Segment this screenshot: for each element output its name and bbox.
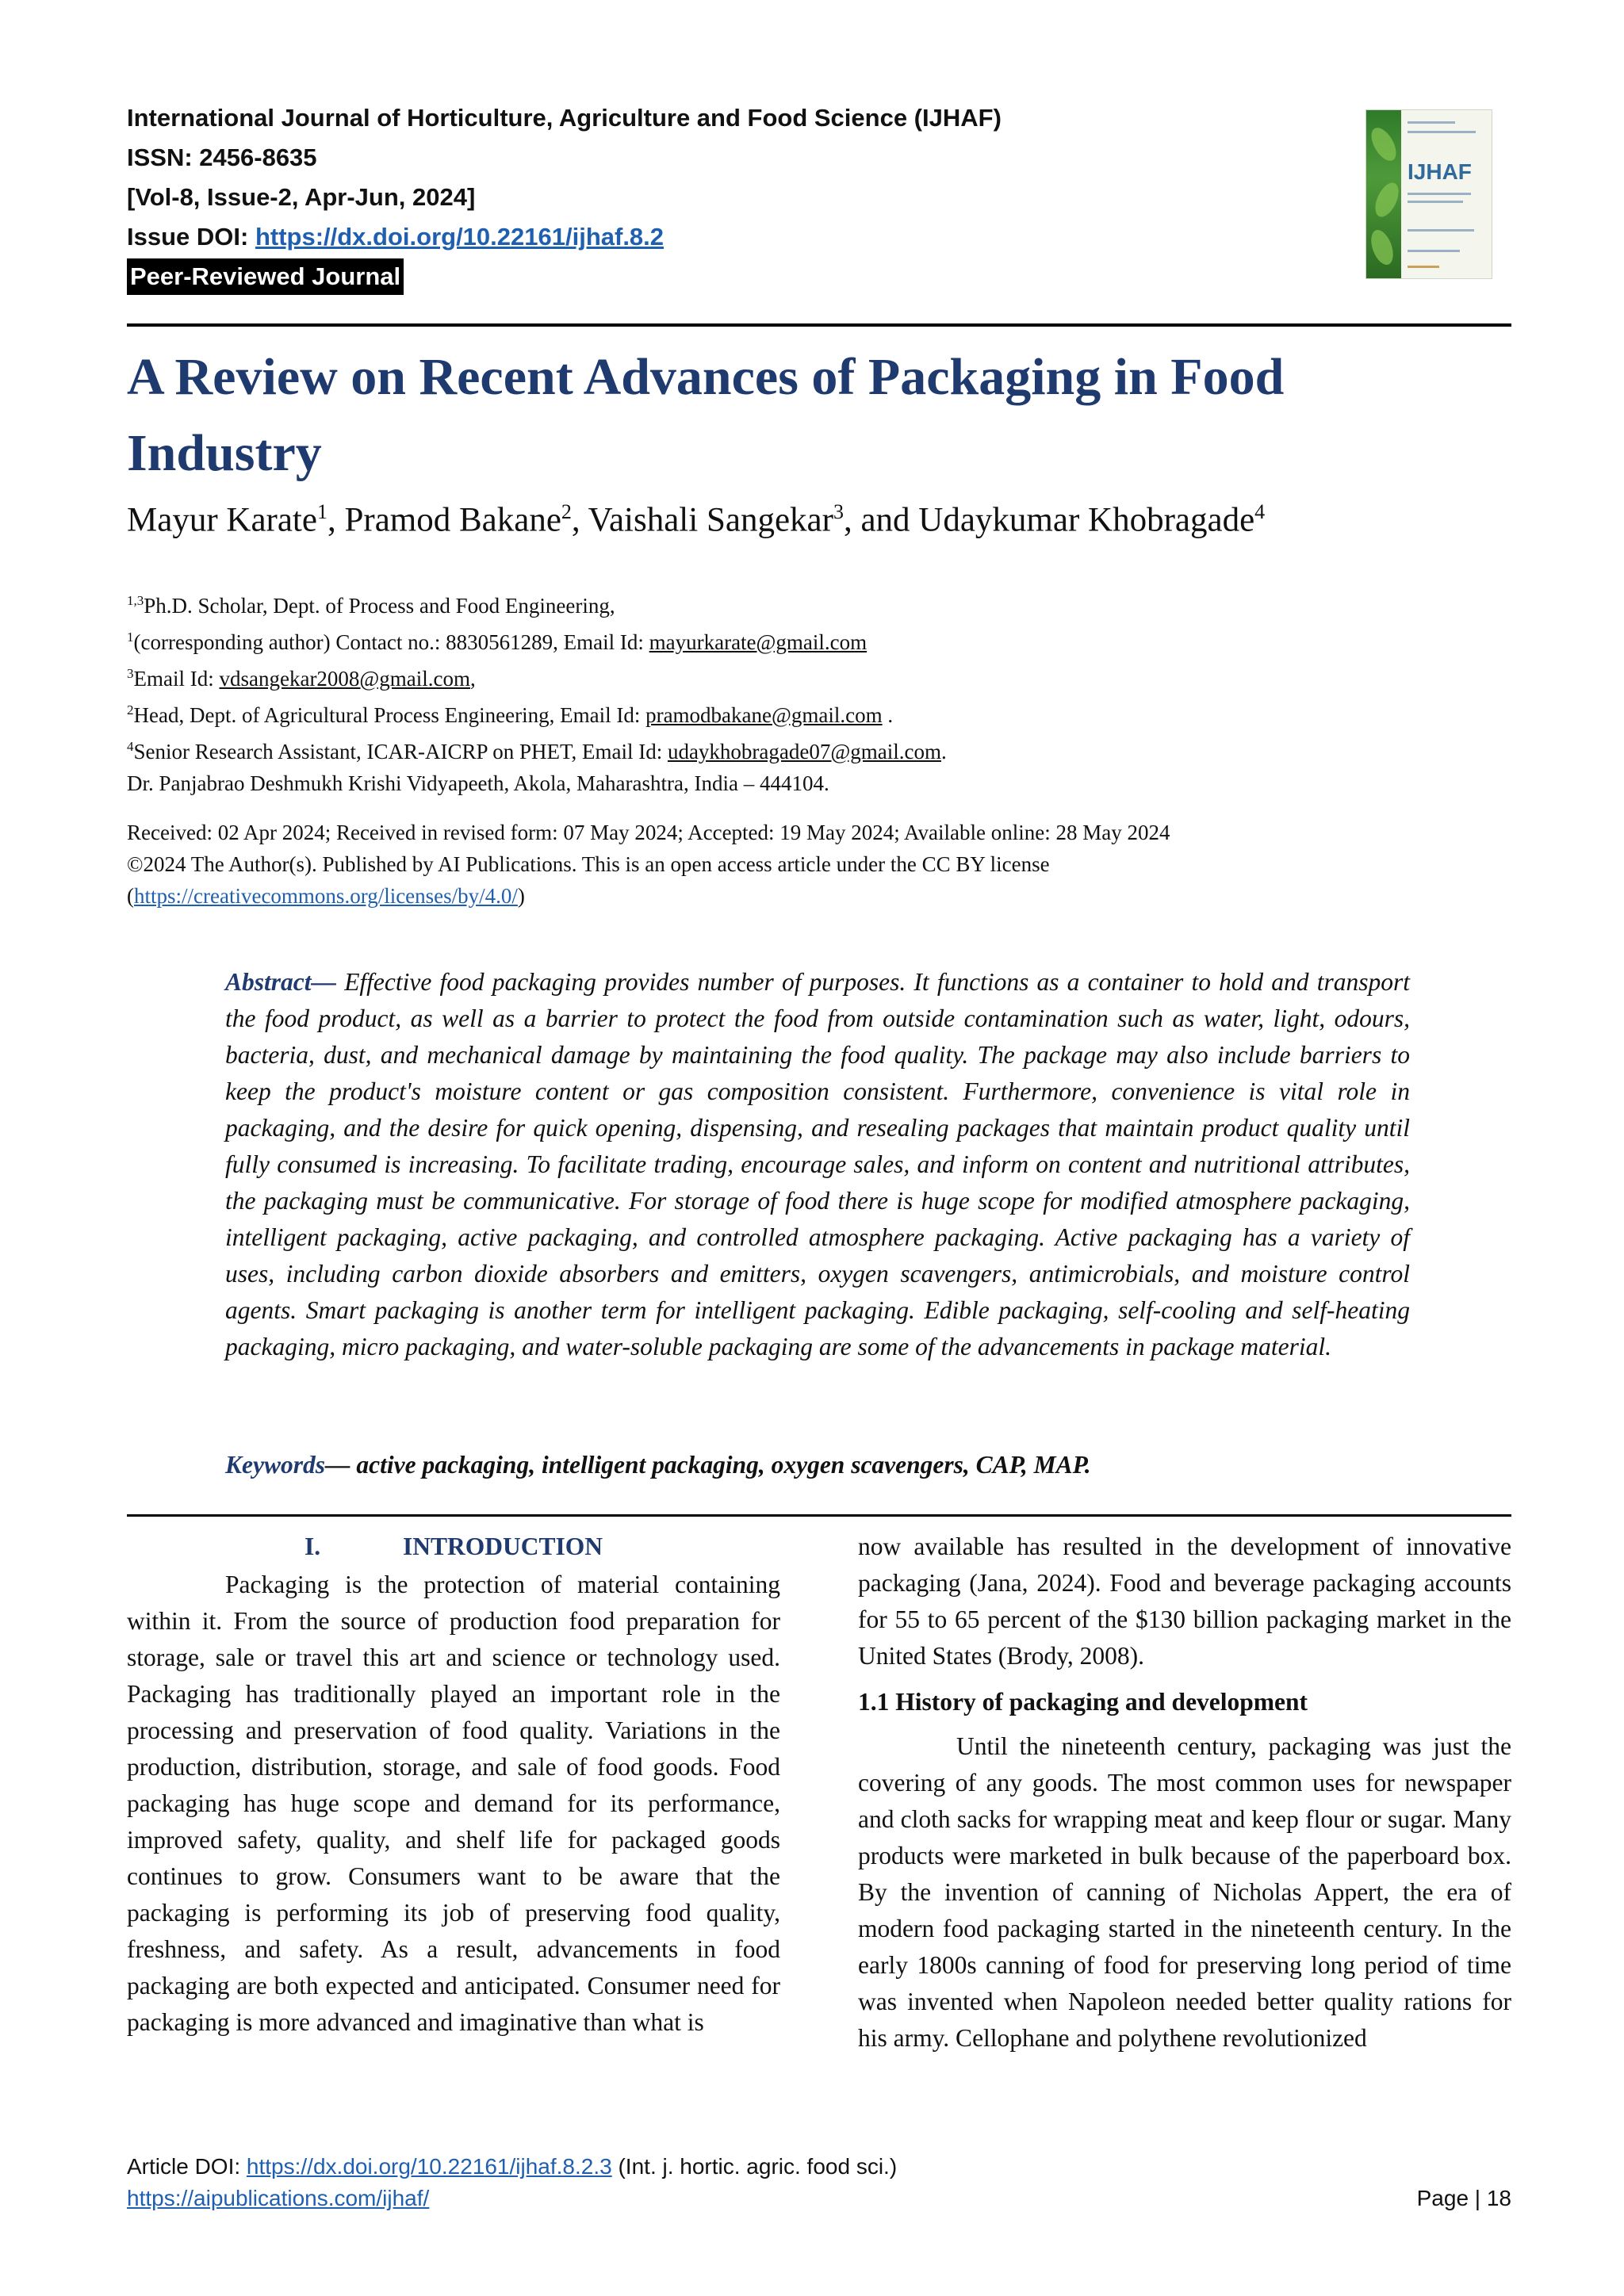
license-link[interactable]: https://creativecommons.org/licenses/by/4.0/ <box>134 884 518 908</box>
history-paragraph: Until the nineteenth century, packaging was just the covering of any goods. The most common uses for newspaper and cloth sacks for wrapping meat and keep flour or sugar. Many products were marketed in bulk because of the paperboard box. By the invention of canning of Nicholas Appert, the era of modern food packaging started in the nineteenth century. In the early 1800s canning of food for preserving long period of time was invented when Napoleon needed better quality rations for his army. Cellophane and polythene revolutionized <box>858 1732 1511 2052</box>
article-title: A Review on Recent Advances of Packaging in Food Industry <box>127 348 1285 482</box>
license-line <box>127 880 1491 912</box>
section-number: I. <box>304 1533 321 1560</box>
author-affiliation-marker: 1 <box>316 500 327 523</box>
subsection-heading: 1.1 History of packaging and development <box>858 1688 1308 1716</box>
affiliation-punct: . <box>882 703 894 727</box>
license-paren-close: ) <box>517 884 525 908</box>
cover-text-line <box>1408 266 1439 268</box>
author-name: Vaishali Sangekar <box>588 501 833 539</box>
author-name: Mayur Karate <box>127 501 317 539</box>
affiliation-marker: 2 <box>127 702 134 718</box>
journal-cover-image <box>1365 109 1492 279</box>
affiliation-marker: 1,3 <box>127 593 144 608</box>
abstract <box>225 964 1410 1365</box>
copyright-notice: ©2024 The Author(s). Published by AI Publications. This is an open access article under the CC BY license <box>127 852 1050 876</box>
intro-paragraph: Packaging is the protection of material containing within it. From the source of production food preparation for storage, sale or travel this art and science or technology used. Packaging has traditionally played an important role in the processing and preservation of food quality. Variations in the production, distribution, storage, and sale of food goods. Food packaging has huge scope and demand for its performance, improved safety, quality, and shelf life for packaged goods continues to grow. Consumers want to be aware that the packaging is performing its job of preserving food quality, freshness, and safety. As a result, advancements in food packaging are both expected and anticipated. Consumer need for packaging is more advanced and imaginative than what is <box>127 1571 780 2036</box>
cover-text-line <box>1408 121 1455 124</box>
email-link[interactable]: vdsangekar2008@gmail.com <box>219 667 471 691</box>
issue-doi-line <box>127 217 1364 257</box>
author-list <box>127 490 1265 542</box>
affiliation-line <box>127 622 1475 658</box>
header-divider <box>127 323 1511 327</box>
journal-url-link[interactable]: https://aipublications.com/ijhaf/ <box>127 2186 430 2210</box>
abstract-text: Effective food packaging provides number of purposes. It functions as a container to hold and transport the food product, as well as a barrier to protect the food from outside contamination such as water, light, odours, bacteria, dust, and mechanical damage by maintaining the food quality. The package may also include barriers to keep the product's moisture content or gas composition consistent. Furthermore, convenience is vital role in packaging, and the desire for quick opening, dispensing, and resealing packages that maintain product quality until fully consumed is increasing. To facilitate trading, encourage sales, and inform on content and nutritional attributes, the packaging must be communicative. For storage of food there is huge scope for modified atmosphere packaging, intelligent packaging, active packaging, and controlled atmosphere packaging. Active packaging has a variety of uses, including carbon dioxide absorbers and emitters, oxygen scavengers, antimicrobials, and moisture control agents. Smart packaging is another term for intelligent packaging. Edible packaging, self-cooling and self-heating packaging, micro packaging, and water-soluble packaging are some of the advancements in package material. <box>225 968 1411 1360</box>
keywords-dash: — <box>325 1451 357 1479</box>
page-footer <box>127 2151 1511 2214</box>
author-separator: , <box>571 501 588 539</box>
abstract-label: Abstract <box>225 968 312 996</box>
author-name: Udaykumar Khobragade <box>918 501 1255 539</box>
article-doi-link[interactable]: https://dx.doi.org/10.22161/ijhaf.8.2.3 <box>246 2154 612 2179</box>
affiliation-text: Head, Dept. of Agricultural Process Engineering, Email Id: <box>133 703 646 727</box>
author-separator: , <box>327 501 345 539</box>
issue-doi-label: Issue DOI: <box>127 223 255 251</box>
body-column-right <box>858 1529 1511 2057</box>
affiliation-line <box>127 585 1475 622</box>
cover-title: IJHAF <box>1408 159 1472 184</box>
affiliation-text: Email Id: <box>133 667 220 691</box>
article-doi-label: Article DOI: <box>127 2154 247 2179</box>
license-paren-open: ( <box>127 884 134 908</box>
article-doi-line <box>127 2151 1511 2183</box>
affiliation-text: (corresponding author) Contact no.: 8830561289, Email Id: <box>133 630 649 654</box>
section-title: INTRODUCTION <box>402 1533 603 1560</box>
citation-abbrev: (Int. j. hortic. agric. food sci.) <box>611 2154 898 2179</box>
affiliation-punct: , <box>470 667 476 691</box>
cover-text-line <box>1408 131 1476 133</box>
affiliation-marker: 4 <box>127 739 134 754</box>
cover-text-line <box>1408 193 1471 195</box>
abstract-dash: — <box>311 968 345 996</box>
publication-dates: Received: 02 Apr 2024; Received in revised form: 07 May 2024; Accepted: 19 May 2024; Available online: 28 May 2024 <box>127 821 1170 844</box>
affiliation-text: Ph.D. Scholar, Dept. of Process and Food Engineering, <box>144 594 615 618</box>
cover-text-line <box>1408 229 1474 232</box>
intro-paragraph-continued: now available has resulted in the development of innovative packaging (Jana, 2024). Food and beverage packaging accounts for 55 to 65 percent of the $130 billion packaging market in the United States (Brody, 2008). <box>858 1533 1511 1670</box>
keywords <box>225 1447 1410 1483</box>
author-affiliation-marker: 4 <box>1254 500 1266 523</box>
journal-issn: ISSN: 2456-8635 <box>127 144 317 171</box>
keywords-label: Keywords <box>225 1451 325 1479</box>
author-affiliation-marker: 2 <box>561 500 572 523</box>
author-name: Pramod Bakane <box>344 501 561 539</box>
affiliation-text: Senior Research Assistant, ICAR-AICRP on PHET, Email Id: <box>133 740 668 763</box>
section-heading <box>127 1529 780 1565</box>
email-link[interactable]: mayurkarate@gmail.com <box>649 630 868 654</box>
email-link[interactable]: pramodbakane@gmail.com <box>645 703 883 727</box>
journal-volume: [Vol-8, Issue-2, Apr-Jun, 2024] <box>127 183 476 211</box>
author-separator: , and <box>843 501 919 539</box>
affiliation-punct: . <box>940 740 947 763</box>
affiliation-line <box>127 658 1475 695</box>
affiliation-line <box>127 767 1475 799</box>
page-number: Page | 18 <box>1416 2186 1511 2210</box>
cover-text-line <box>1408 201 1463 203</box>
affiliation-marker: 3 <box>127 666 134 681</box>
email-link[interactable]: udaykhobragade07@gmail.com <box>667 740 941 763</box>
keywords-text: active packaging, intelligent packaging, oxygen scavengers, CAP, MAP. <box>356 1451 1091 1479</box>
affiliations <box>127 585 1475 799</box>
author-affiliation-marker: 3 <box>833 500 844 523</box>
journal-name: International Journal of Horticulture, Agriculture and Food Science (IJHAF) <box>127 104 1002 132</box>
affiliation-line <box>127 731 1475 767</box>
body-column-left <box>127 1529 780 2041</box>
abstract-divider <box>127 1514 1511 1517</box>
affiliation-line <box>127 695 1475 731</box>
publication-info <box>127 817 1491 912</box>
journal-header <box>127 98 1364 297</box>
cover-text-line <box>1408 250 1460 252</box>
peer-reviewed-badge: Peer-Reviewed Journal <box>127 258 404 295</box>
affiliation-marker: 1 <box>127 629 134 645</box>
affiliation-text: Dr. Panjabrao Deshmukh Krishi Vidyapeeth, Akola, Maharashtra, India – 444104. <box>127 771 829 795</box>
issue-doi-link[interactable]: https://dx.doi.org/10.22161/ijhaf.8.2 <box>255 223 665 251</box>
